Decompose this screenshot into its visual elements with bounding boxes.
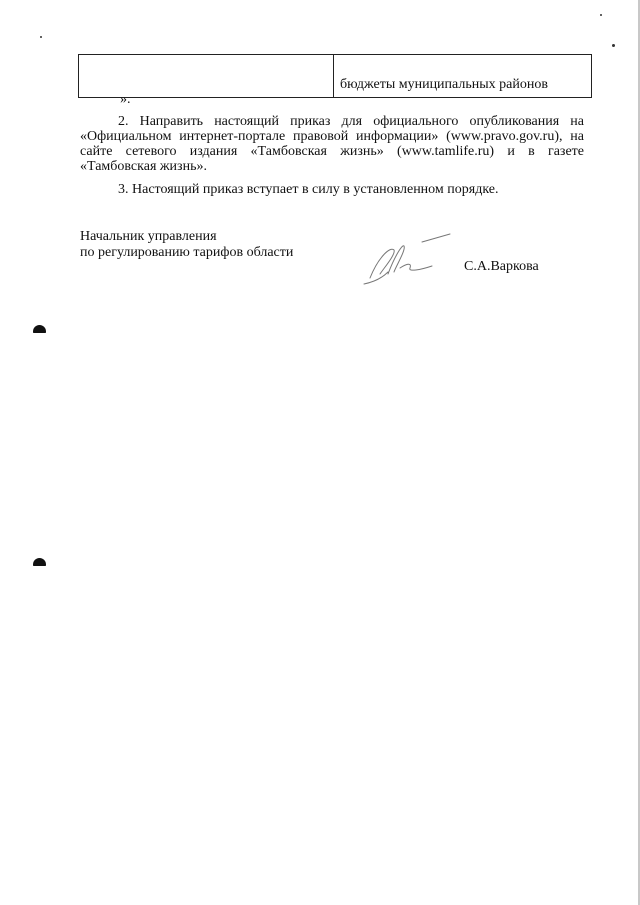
- scan-speck: [600, 14, 602, 16]
- closing-quote: ».: [120, 92, 131, 107]
- punch-hole-mark: [33, 325, 46, 333]
- handwritten-signature: [360, 228, 460, 288]
- position-line-1: Начальник управления: [80, 229, 217, 244]
- scan-speck: [40, 36, 42, 38]
- signatory-name: С.А.Варкова: [464, 259, 539, 274]
- table-cell-empty: [79, 55, 334, 98]
- table-cell-budget: бюджеты муниципальных районов: [334, 55, 592, 98]
- table-row: [79, 55, 592, 98]
- position-line-2: по регулированию тарифов области: [80, 245, 294, 260]
- table-fragment: [78, 54, 592, 98]
- paragraph-2: 2. Направить настоящий приказ для официального опубликования на «Официальном интернет-портале правовой информации» (www.pravo.gov.ru), на сайте сетевого издания «Тамбовская жизнь» (www.tamlife.ru) и в газете «Тамбовская жизнь».: [80, 114, 584, 174]
- scan-speck: [612, 44, 615, 47]
- paragraph-3: 3. Настоящий приказ вступает в силу в установленном порядке.: [118, 182, 499, 197]
- punch-hole-mark: [33, 558, 46, 566]
- signatory-position: [80, 229, 293, 261]
